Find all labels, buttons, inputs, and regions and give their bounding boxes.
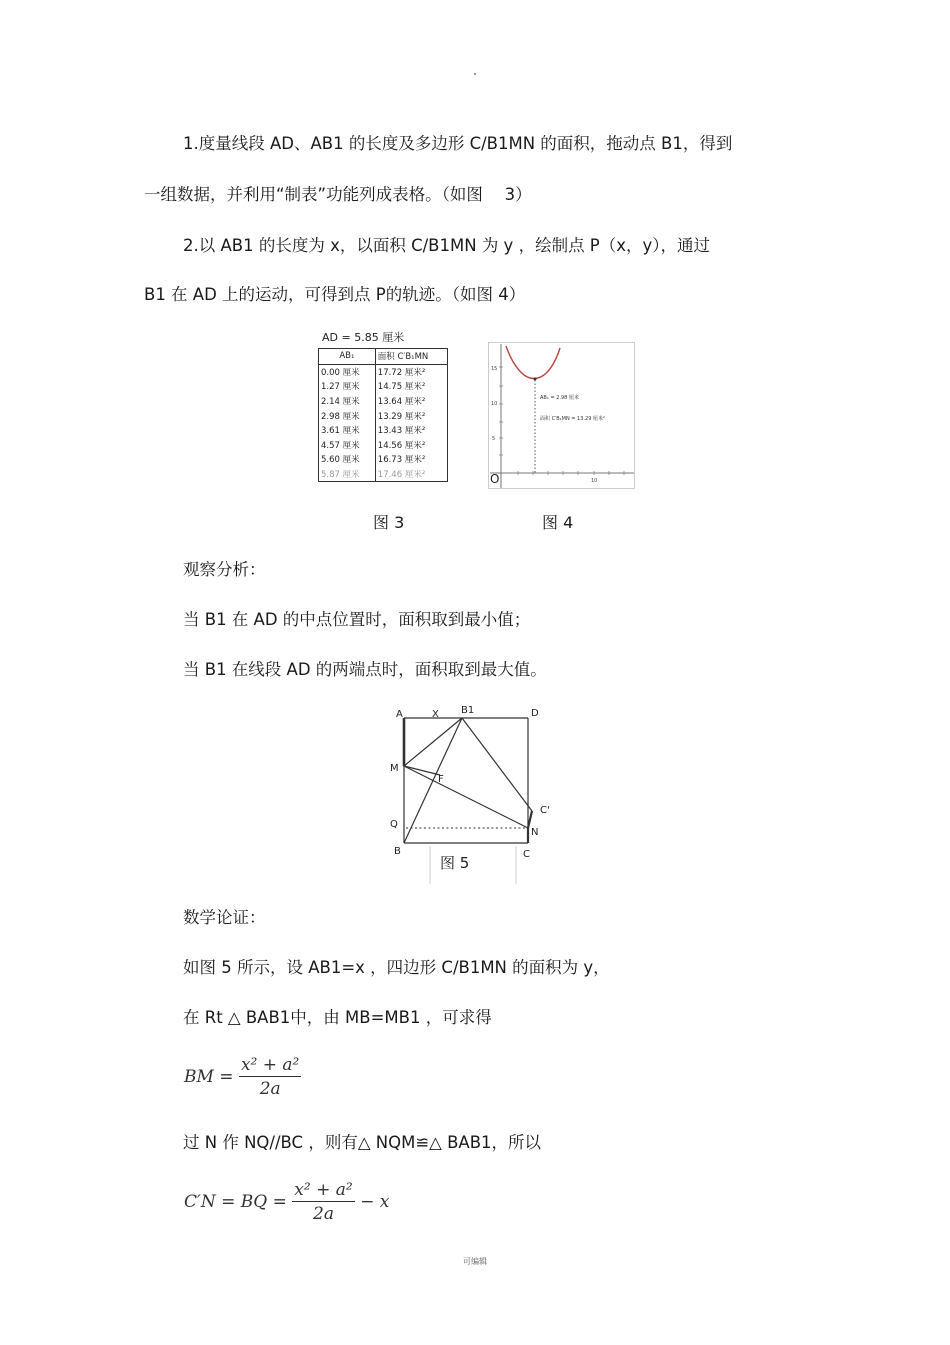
label-B1: B1 <box>461 705 475 716</box>
label-M: M <box>390 763 399 774</box>
cell-area: 17.46 厘米² <box>375 467 447 482</box>
formula-bm-lhs: BM = <box>184 1067 234 1087</box>
tick-label-10: 10 <box>491 401 498 407</box>
caption-figure-3: 图 3 <box>373 513 405 532</box>
formula-bm <box>184 1055 301 1099</box>
cell-ab1: 3.61 厘米 <box>319 423 376 438</box>
proof-heading: 数学论证： <box>183 908 266 927</box>
label-D: D <box>531 708 539 719</box>
figure-4-graph <box>488 342 636 490</box>
cell-ab1: 2.14 厘米 <box>319 394 376 409</box>
cell-ab1: 2.98 厘米 <box>319 408 376 423</box>
proof-line-1: 如图 5 所示，设 AB1=x ，四边形 C/B1MN 的面积为 y， <box>183 958 610 977</box>
cell-area: 13.29 厘米² <box>375 408 447 423</box>
cell-area: 13.64 厘米² <box>375 394 447 409</box>
label-X: X <box>432 709 439 720</box>
table-row <box>319 467 448 482</box>
label-C: C <box>523 849 530 860</box>
col-header-area: 面积 C′B₁MN <box>375 349 447 365</box>
figure-3-table <box>318 329 450 482</box>
formula-cn-numerator: x² + a² <box>294 1180 353 1200</box>
caption-figure-5: 图 5 <box>440 854 470 872</box>
cell-area: 14.56 厘米² <box>375 438 447 453</box>
proof-line-3: 过 N 作 NQ//BC ，则有△ NQM≌△ BAB1，所以 <box>183 1133 542 1152</box>
tick-label-5: 5 <box>492 436 496 442</box>
table-row <box>319 364 448 379</box>
table-row <box>319 408 448 423</box>
observe-line-2: 当 B1 在线段 AD 的两端点时，面积取到最大值。 <box>183 660 547 679</box>
cell-ab1: 5.87 厘米 <box>319 467 376 482</box>
para-2-line-2: B1 在 AD 上的运动，可得到点 P的轨迹。（如图 4） <box>144 285 526 304</box>
observe-heading: 观察分析： <box>183 560 266 579</box>
cell-area: 14.75 厘米² <box>375 379 447 394</box>
formula-cn-fraction <box>292 1180 354 1224</box>
cell-area: 17.72 厘米² <box>375 364 447 379</box>
label-area: 面积 C′B₁MN = 13.29 厘米² <box>540 416 605 422</box>
cell-ab1: 1.27 厘米 <box>319 379 376 394</box>
formula-cn-lhs: C′N = BQ = <box>184 1192 287 1212</box>
formula-cn-tail: − x <box>360 1192 390 1212</box>
cell-ab1: 5.60 厘米 <box>319 452 376 467</box>
table-title: AD = 5.85 厘米 <box>322 331 405 344</box>
cell-ab1: 4.57 厘米 <box>319 438 376 453</box>
caption-figure-4: 图 4 <box>542 513 574 532</box>
scan-dot <box>474 73 476 75</box>
formula-bm-denominator: 2a <box>259 1079 281 1099</box>
formula-cn-denominator: 2a <box>313 1204 334 1224</box>
para-1-line-2: 一组数据，并利用“制表”功能列成表格。（如图 3） <box>144 185 532 204</box>
point-p <box>534 378 537 381</box>
footer-editable: 可编辑 <box>463 1257 487 1266</box>
tick-label-15: 15 <box>491 366 498 372</box>
table-row <box>319 379 448 394</box>
proof-line-2: 在 Rt △ BAB1中，由 MB=MB1 ，可求得 <box>183 1008 492 1027</box>
label-N: N <box>531 827 539 838</box>
label-ab1: AB₁ = 2.98 厘米 <box>540 395 579 401</box>
col-header-ab1: AB₁ <box>319 349 376 365</box>
table-row <box>319 452 448 467</box>
para-1-line-1: 1.度量线段 AD、AB1 的长度及多边形 C/B1MN 的面积，拖动点 B1，得到 <box>183 134 733 153</box>
origin-label: O <box>490 472 500 486</box>
label-B: B <box>394 846 401 857</box>
observe-line-1: 当 B1 在 AD 的中点位置时，面积取到最小值； <box>183 610 531 629</box>
label-Q: Q <box>390 819 398 830</box>
figure-5-geometry <box>386 700 561 885</box>
formula-bm-numerator: x² + a² <box>240 1055 300 1075</box>
data-table <box>318 348 448 482</box>
cell-area: 13.43 厘米² <box>375 423 447 438</box>
para-2-line-1: 2.以 AB1 的长度为 x，以面积 C/B1MN 为 y ，绘制点 P（x，y），通过 <box>183 236 711 255</box>
table-header-row <box>319 349 448 365</box>
cell-area: 16.73 厘米² <box>375 452 447 467</box>
formula-bm-fraction <box>239 1055 301 1099</box>
label-A: A <box>396 709 403 720</box>
cell-ab1: 0.00 厘米 <box>319 364 376 379</box>
table-row <box>319 438 448 453</box>
label-F: F <box>438 774 444 785</box>
table-row <box>319 394 448 409</box>
tick-label-x10: 10 <box>591 478 598 484</box>
formula-cn <box>184 1180 389 1224</box>
table-row <box>319 423 448 438</box>
label-Cprime: C' <box>540 805 550 816</box>
